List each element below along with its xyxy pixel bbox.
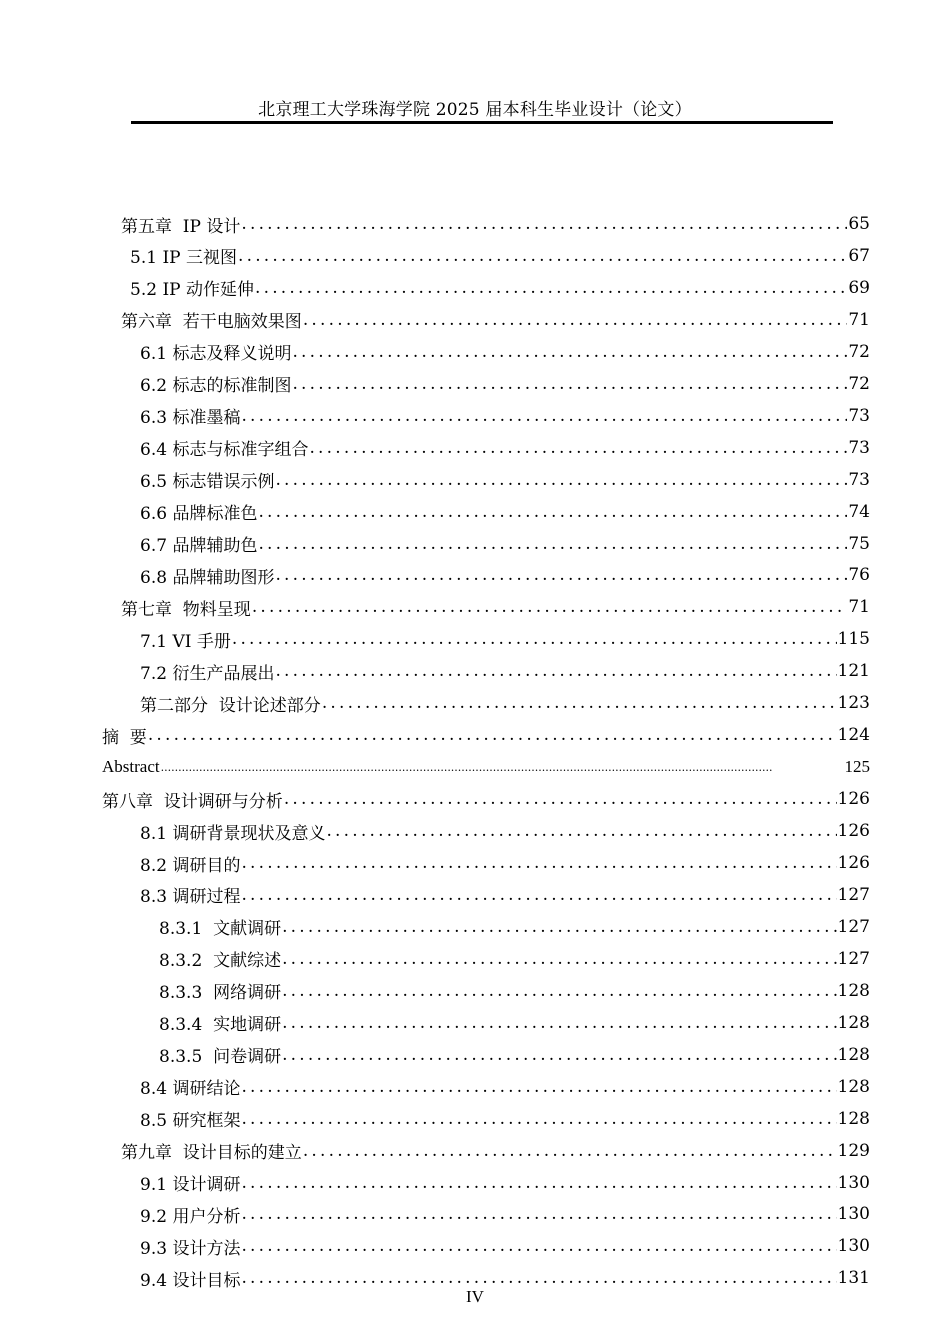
toc-entry-label: 摘 要 [102,727,147,748]
toc-entry[interactable] [140,847,870,879]
header-rule [131,121,833,124]
toc-entry-label: 8.3.4 实地调研 [159,1015,282,1036]
toc-entry[interactable] [140,1198,870,1230]
toc-entry[interactable] [102,719,870,751]
toc-entry-page: 67 [848,245,870,266]
toc-entry-label: Abstract [102,757,160,777]
toc-leader-dots [284,789,837,809]
toc-entry[interactable] [102,783,870,815]
toc-entry-page: 129 [837,1140,870,1161]
toc-leader-dots [241,1268,836,1288]
toc-leader-dots [241,885,836,905]
toc-entry-label: 8.3.1 文献调研 [159,919,282,940]
toc-entry[interactable] [159,911,870,943]
toc-entry-label: 6.4 标志与标准字组合 [140,440,309,461]
toc-leader-dots [292,374,847,394]
toc-entry-label: 8.1 调研背景现状及意义 [140,823,326,844]
toc-leader-dots [303,1141,837,1161]
toc-entry-label: 7.2 衍生产品展出 [140,663,275,684]
toc-entry-page: 72 [848,341,870,362]
toc-entry-page: 127 [837,884,870,905]
toc-leader-dots [258,502,847,522]
toc-entry-page: 123 [837,693,870,714]
toc-entry-label: 9.3 设计方法 [140,1238,241,1259]
toc-entry[interactable] [159,975,870,1007]
toc-entry-label: 第七章 物料呈现 [121,599,251,620]
toc-entry-page: 72 [848,373,870,394]
toc-leader-dots [303,310,848,330]
toc-entry[interactable] [140,368,870,400]
toc-entry[interactable] [121,591,870,623]
toc-entry-page: 128 [837,1012,870,1033]
toc-entry[interactable] [140,1167,870,1199]
toc-entry[interactable] [159,1007,870,1039]
toc-leader-dots [241,1077,836,1097]
toc-entry[interactable] [140,432,870,464]
toc-entry-page: 115 [837,629,870,650]
toc-entry-page: 128 [837,1044,870,1065]
toc-entry-label: 6.7 品牌辅助色 [140,536,258,556]
toc-entry-label: 8.3 调研过程 [140,887,241,908]
toc-leader-dots [241,1173,836,1193]
toc-entry[interactable] [140,1103,870,1135]
toc-entry[interactable] [140,559,870,591]
running-header: 北京理工大学珠海学院 2025 届本科生毕业设计（论文） [258,100,692,120]
toc-leader-dots [326,821,836,841]
toc-entry[interactable] [140,400,870,432]
toc-leader-dots [161,761,844,774]
toc-entry-page: 71 [848,309,870,330]
toc-entry-label: 6.2 标志的标准制图 [140,376,292,397]
toc-entry[interactable] [140,1071,870,1103]
toc-leader-dots [275,661,836,681]
toc-entry[interactable] [130,272,870,304]
toc-leader-dots [148,725,837,745]
toc-entry[interactable] [140,496,870,528]
toc-entry-label: 第六章 若干电脑效果图 [121,312,302,333]
toc-entry-label: 6.1 标志及释义说明 [140,344,292,365]
toc-entry-label: 8.5 研究框架 [140,1111,241,1132]
toc-entry[interactable] [140,623,870,655]
toc-entry-label: 6.8 品牌辅助图形 [140,567,275,588]
toc-entry-label: 8.3.2 文献综述 [159,951,282,972]
toc-entry[interactable] [159,943,870,975]
toc-entry[interactable] [140,336,870,368]
toc-leader-dots [309,438,847,458]
toc-entry[interactable] [140,815,870,847]
toc-leader-dots [282,1013,836,1033]
toc-entry[interactable] [140,464,870,496]
toc-entry-page: 126 [837,789,870,810]
toc-entry[interactable] [140,1230,870,1262]
toc-entry-label: 8.2 调研目的 [140,855,241,876]
toc-entry[interactable] [130,240,870,272]
toc-entry-page: 121 [837,661,870,682]
toc-entry-page: 128 [837,980,870,1001]
toc-entry[interactable] [140,687,870,719]
toc-leader-dots [292,342,847,362]
toc-entry-label: 9.4 设计目标 [140,1270,241,1291]
toc-entry-page: 124 [837,725,870,746]
page-number: IV [466,1287,484,1306]
toc-entry-page: 130 [837,1172,870,1193]
toc-leader-dots [282,917,836,937]
toc-leader-dots [275,565,847,585]
toc-entry-page: 127 [837,948,870,969]
toc-entry-label: 第八章 设计调研与分析 [102,791,283,812]
toc-entry[interactable] [140,528,870,560]
toc-entry-label: 5.1 IP 三视图 [130,248,237,269]
toc-entry-page: 128 [837,1076,870,1097]
toc-entry-page: 130 [837,1236,870,1257]
toc-entry-label: 第二部分 设计论述部分 [140,695,321,716]
toc-entry-page: 74 [848,501,870,522]
toc-entry[interactable] [121,208,870,240]
toc-entry-page: 65 [848,214,870,234]
toc-leader-dots [258,534,847,554]
toc-entry-page: 130 [837,1204,870,1225]
toc-entry-label: 8.3.5 问卷调研 [159,1047,282,1068]
toc-leader-dots [252,597,848,617]
toc-leader-dots [241,214,847,234]
toc-leader-dots [241,1204,836,1224]
toc-entry-label: 5.2 IP 动作延伸 [130,280,254,301]
toc-entry-page: 126 [837,853,870,873]
toc-entry-label: 6.3 标准墨稿 [140,408,241,429]
toc-entry-page: 71 [848,597,870,618]
toc-entry[interactable] [102,751,870,783]
toc-leader-dots [275,470,847,490]
toc-leader-dots [241,406,847,426]
toc-entry-page: 73 [848,405,870,426]
toc-leader-dots [282,981,836,1001]
toc-entry-label: 8.4 调研结论 [140,1079,241,1100]
toc-entry[interactable] [121,304,870,336]
toc-entry[interactable] [159,1039,870,1071]
toc-entry-label: 8.3.3 网络调研 [159,983,282,1004]
toc-leader-dots [238,246,847,266]
toc-entry-page: 131 [837,1268,870,1289]
toc-entry-label: 6.5 标志错误示例 [140,472,275,493]
toc-entry[interactable] [140,655,870,687]
toc-entry-page: 126 [837,821,870,842]
toc-leader-dots [232,629,837,649]
toc-entry-page: 75 [848,533,870,554]
toc-entry-page: 76 [848,565,870,586]
toc-entry-label: 6.6 品牌标准色 [140,504,258,525]
toc-leader-dots [322,693,837,713]
toc-entry[interactable] [121,1135,870,1167]
toc-entry[interactable] [140,879,870,911]
toc-entry-label: 第五章 IP 设计 [121,216,241,237]
toc-entry-page: 128 [837,1108,870,1129]
toc-entry-page: 73 [848,469,870,490]
toc-entry-page: 69 [848,277,870,298]
toc-leader-dots [241,1236,836,1256]
toc-entry-label: 9.2 用户分析 [140,1206,241,1227]
toc-entry-label: 9.1 设计调研 [140,1175,241,1195]
toc-leader-dots [241,853,836,873]
toc-entry-label: 第九章 设计目标的建立 [121,1143,302,1164]
toc-leader-dots [255,278,847,298]
toc-entry-page: 125 [844,757,870,777]
toc-leader-dots [282,1045,836,1065]
toc-entry-page: 73 [848,437,870,458]
toc-leader-dots [241,1109,836,1129]
toc-entry-page: 127 [837,916,870,937]
toc-entry-label: 7.1 VI 手册 [140,631,231,652]
toc-leader-dots [282,949,836,969]
